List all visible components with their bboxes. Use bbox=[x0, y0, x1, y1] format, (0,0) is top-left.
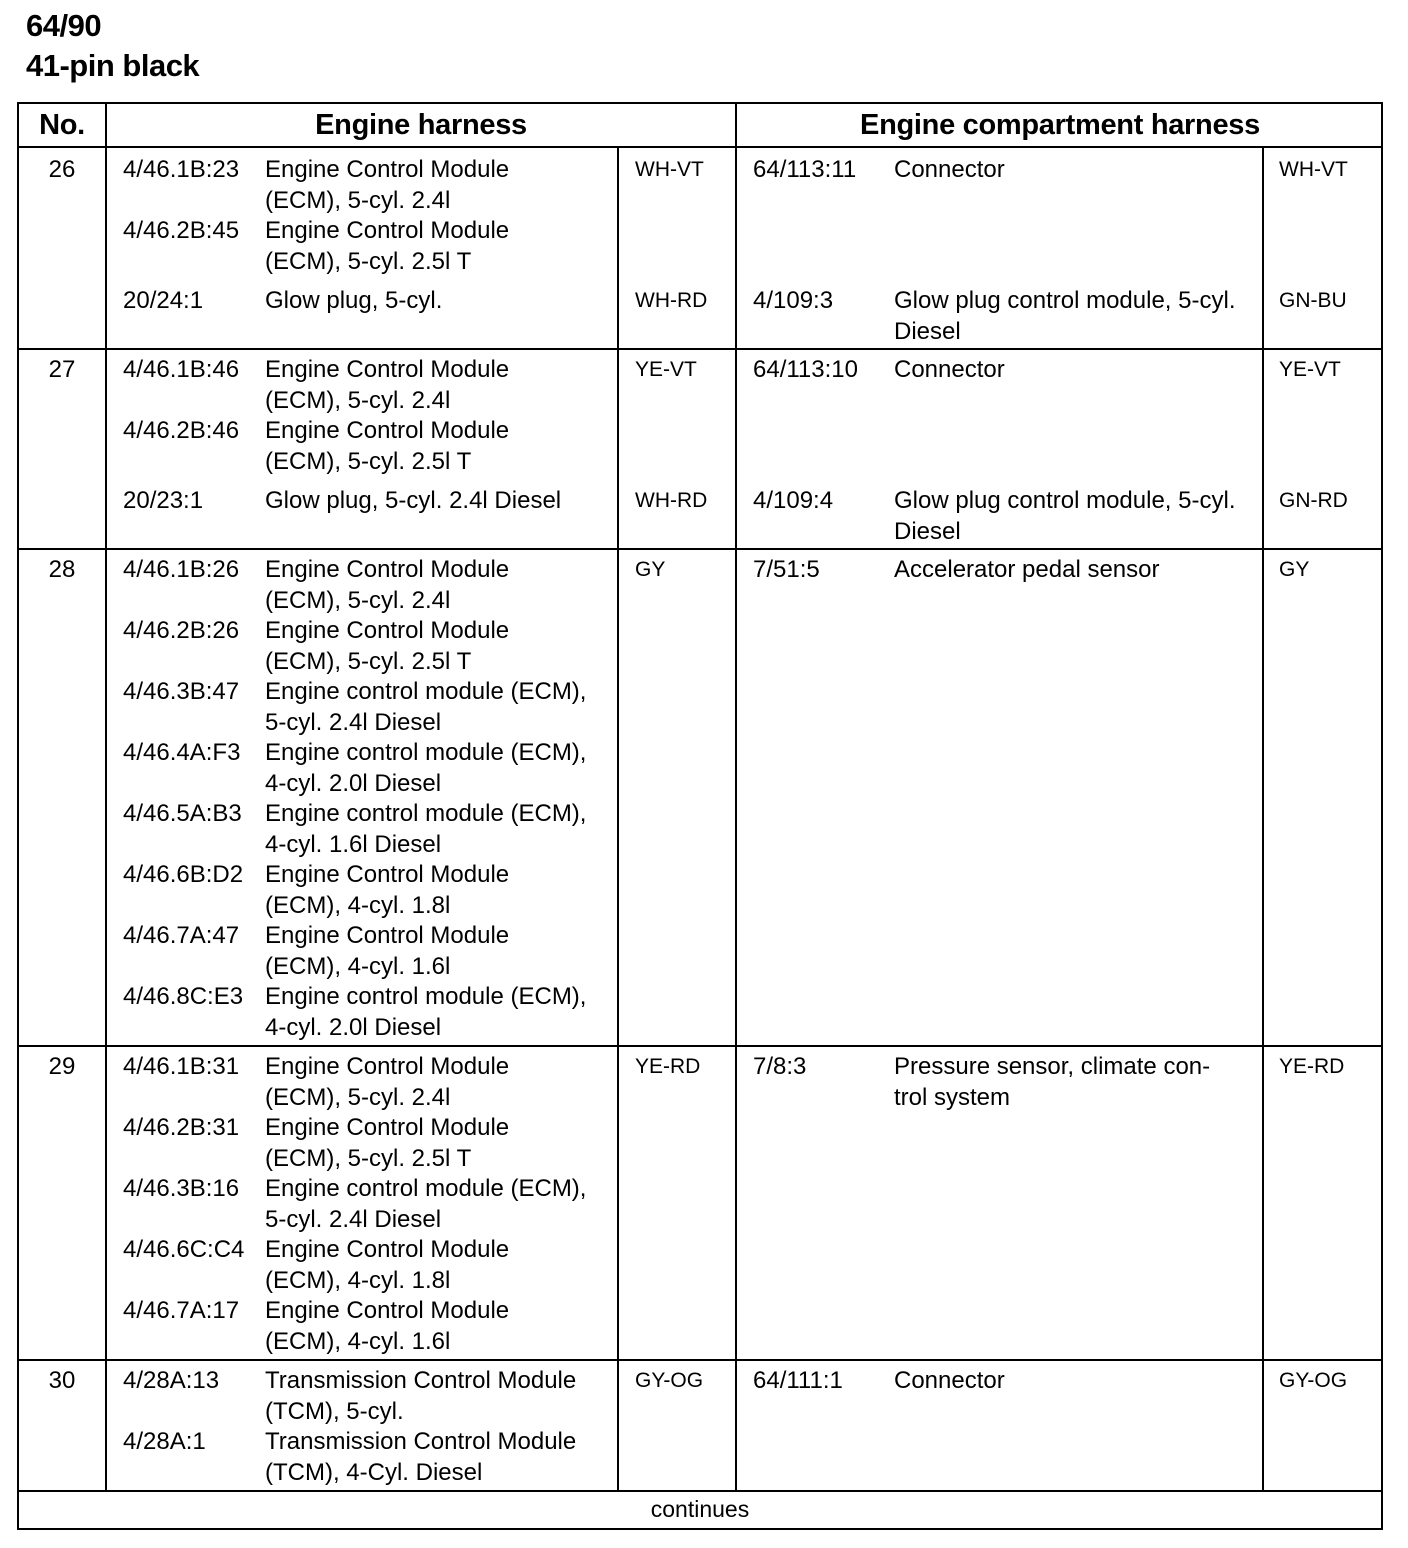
wire-color: GY bbox=[635, 558, 666, 581]
row-separator bbox=[19, 548, 1381, 550]
eh-component-desc: Engine Control Module bbox=[265, 356, 510, 383]
pin-number: 29 bbox=[48, 1053, 76, 1080]
pin-number: 26 bbox=[48, 156, 76, 183]
ec-component-desc: Connector bbox=[894, 156, 1005, 183]
wire-color: GN-RD bbox=[1279, 489, 1348, 512]
eh-pin-code: 4/28A:13 bbox=[123, 1367, 220, 1394]
eh-pin-code: 4/46.6C:C4 bbox=[123, 1236, 245, 1263]
wire-color: YE-VT bbox=[635, 358, 697, 381]
eh-component-desc: (ECM), 4-cyl. 1.6l bbox=[265, 952, 451, 980]
eh-component-desc: (ECM), 4-cyl. 1.8l bbox=[265, 891, 451, 919]
ec-component-desc: Diesel bbox=[894, 517, 961, 545]
eh-component-desc: 5-cyl. 2.4l Diesel bbox=[265, 708, 442, 736]
pin-number: 30 bbox=[48, 1367, 76, 1394]
wire-color: GY-OG bbox=[635, 1369, 704, 1392]
pin-number: 28 bbox=[48, 556, 76, 583]
eh-pin-code: 4/46.1B:31 bbox=[123, 1053, 240, 1080]
eh-pin-code: 4/46.2B:26 bbox=[123, 617, 240, 644]
eh-pin-code: 4/46.7A:17 bbox=[123, 1297, 240, 1324]
wire-color: WH-RD bbox=[635, 489, 708, 512]
header-engine-compartment-harness: Engine compartment harness bbox=[860, 109, 1260, 141]
wire-color: WH-RD bbox=[635, 289, 708, 312]
eh-component-desc: (ECM), 5-cyl. 2.4l bbox=[265, 586, 451, 614]
eh-pin-code: 4/46.1B:23 bbox=[123, 156, 240, 183]
row-separator bbox=[19, 1359, 1381, 1361]
eh-component-desc: 4-cyl. 2.0l Diesel bbox=[265, 769, 442, 797]
eh-component-desc: (ECM), 5-cyl. 2.4l bbox=[265, 386, 451, 414]
eh-component-desc: (ECM), 5-cyl. 2.5l T bbox=[265, 247, 472, 275]
col-separator bbox=[105, 104, 107, 1490]
wire-color: YE-RD bbox=[635, 1055, 701, 1078]
eh-pin-code: 4/46.7A:47 bbox=[123, 922, 240, 949]
ec-pin-code: 7/8:3 bbox=[753, 1053, 807, 1080]
col-separator bbox=[1262, 148, 1264, 1490]
eh-component-desc: (ECM), 4-cyl. 1.6l bbox=[265, 1327, 451, 1355]
eh-component-desc: Engine Control Module bbox=[265, 1114, 510, 1141]
eh-component-desc: Engine Control Module bbox=[265, 922, 510, 949]
eh-component-desc: 5-cyl. 2.4l Diesel bbox=[265, 1205, 442, 1233]
header-no: No. bbox=[39, 109, 85, 141]
eh-pin-code: 4/46.2B:45 bbox=[123, 217, 240, 244]
page-title bbox=[26, 6, 199, 86]
eh-component-desc: Engine Control Module bbox=[265, 217, 510, 244]
wire-color: GY bbox=[1279, 558, 1310, 581]
col-separator bbox=[735, 104, 737, 1490]
row-separator bbox=[19, 1045, 1381, 1047]
eh-pin-code: 4/46.2B:46 bbox=[123, 417, 240, 444]
eh-component-desc: Engine Control Module bbox=[265, 617, 510, 644]
eh-component-desc: Engine control module (ECM), bbox=[265, 800, 587, 827]
ec-component-desc: Diesel bbox=[894, 317, 961, 345]
eh-component-desc: (ECM), 5-cyl. 2.4l bbox=[265, 186, 451, 214]
ec-pin-code: 4/109:3 bbox=[753, 287, 834, 314]
eh-pin-code: 4/46.6B:D2 bbox=[123, 861, 244, 888]
eh-component-desc: Engine control module (ECM), bbox=[265, 739, 587, 766]
ec-pin-code: 4/109:4 bbox=[753, 487, 834, 514]
ec-component-desc: Connector bbox=[894, 1367, 1005, 1394]
eh-component-desc: Engine Control Module bbox=[265, 1236, 510, 1263]
row-separator bbox=[19, 1490, 1381, 1492]
eh-component-desc: Engine control module (ECM), bbox=[265, 983, 587, 1010]
eh-component-desc: Engine Control Module bbox=[265, 417, 510, 444]
eh-pin-code: 4/46.4A:F3 bbox=[123, 739, 241, 766]
eh-component-desc: Engine Control Module bbox=[265, 1053, 510, 1080]
row-separator bbox=[19, 348, 1381, 350]
wire-color: WH-VT bbox=[635, 158, 704, 181]
header-engine-harness: Engine harness bbox=[315, 109, 527, 141]
eh-component-desc: (TCM), 5-cyl. bbox=[265, 1397, 404, 1425]
eh-component-desc: Engine Control Module bbox=[265, 1297, 510, 1324]
eh-component-desc: 4-cyl. 1.6l Diesel bbox=[265, 830, 442, 858]
wire-color: YE-VT bbox=[1279, 358, 1341, 381]
eh-component-desc: Engine Control Module bbox=[265, 861, 510, 888]
eh-pin-code: 4/46.2B:31 bbox=[123, 1114, 240, 1141]
eh-component-desc: Engine control module (ECM), bbox=[265, 678, 587, 705]
ec-component-desc: Pressure sensor, climate con- bbox=[894, 1053, 1211, 1080]
col-separator bbox=[617, 148, 619, 1490]
eh-component-desc: (ECM), 5-cyl. 2.5l T bbox=[265, 1144, 472, 1172]
eh-component-desc: (TCM), 4-Cyl. Diesel bbox=[265, 1458, 483, 1486]
eh-pin-code: 4/46.3B:47 bbox=[123, 678, 240, 705]
eh-pin-code: 20/23:1 bbox=[123, 487, 204, 514]
eh-component-desc: Engine Control Module bbox=[265, 156, 510, 183]
eh-pin-code: 4/46.1B:26 bbox=[123, 556, 240, 583]
ec-pin-code: 64/111:1 bbox=[753, 1367, 843, 1394]
wire-color: GY-OG bbox=[1279, 1369, 1348, 1392]
ec-pin-code: 64/113:11 bbox=[753, 156, 857, 183]
wire-color: YE-RD bbox=[1279, 1055, 1345, 1078]
header-separator bbox=[19, 146, 1381, 148]
wiring-table bbox=[17, 102, 1383, 1530]
connector-description: 41-pin black bbox=[26, 48, 200, 83]
eh-component-desc: (ECM), 5-cyl. 2.5l T bbox=[265, 447, 472, 475]
eh-component-desc: Transmission Control Module bbox=[265, 1428, 577, 1455]
eh-component-desc: Transmission Control Module bbox=[265, 1367, 577, 1394]
table-footer: continues bbox=[650, 1496, 750, 1522]
ec-component-desc: Glow plug control module, 5-cyl. bbox=[894, 287, 1236, 314]
eh-pin-code: 4/46.5A:B3 bbox=[123, 800, 242, 827]
eh-pin-code: 20/24:1 bbox=[123, 287, 204, 314]
eh-pin-code: 4/46.1B:46 bbox=[123, 356, 240, 383]
ec-component-desc: Accelerator pedal sensor bbox=[894, 556, 1160, 583]
eh-component-desc: (ECM), 5-cyl. 2.4l bbox=[265, 1083, 451, 1111]
eh-component-desc: Engine Control Module bbox=[265, 556, 510, 583]
eh-pin-code: 4/46.3B:16 bbox=[123, 1175, 240, 1202]
ec-component-desc: trol system bbox=[894, 1083, 1011, 1111]
eh-component-desc: Glow plug, 5-cyl. 2.4l Diesel bbox=[265, 487, 562, 514]
eh-component-desc: Engine control module (ECM), bbox=[265, 1175, 587, 1202]
eh-component-desc: (ECM), 4-cyl. 1.8l bbox=[265, 1266, 451, 1294]
eh-pin-code: 4/46.8C:E3 bbox=[123, 983, 244, 1010]
eh-pin-code: 4/28A:1 bbox=[123, 1428, 206, 1455]
ec-component-desc: Glow plug control module, 5-cyl. bbox=[894, 487, 1236, 514]
wire-color: GN-BU bbox=[1279, 289, 1347, 312]
connector-number: 64/90 bbox=[26, 8, 102, 43]
ec-component-desc: Connector bbox=[894, 356, 1005, 383]
eh-component-desc: (ECM), 5-cyl. 2.5l T bbox=[265, 647, 472, 675]
ec-pin-code: 7/51:5 bbox=[753, 556, 820, 583]
wire-color: WH-VT bbox=[1279, 158, 1348, 181]
ec-pin-code: 64/113:10 bbox=[753, 356, 858, 383]
eh-component-desc: 4-cyl. 2.0l Diesel bbox=[265, 1013, 442, 1041]
pin-number: 27 bbox=[48, 356, 76, 383]
eh-component-desc: Glow plug, 5-cyl. bbox=[265, 287, 443, 314]
